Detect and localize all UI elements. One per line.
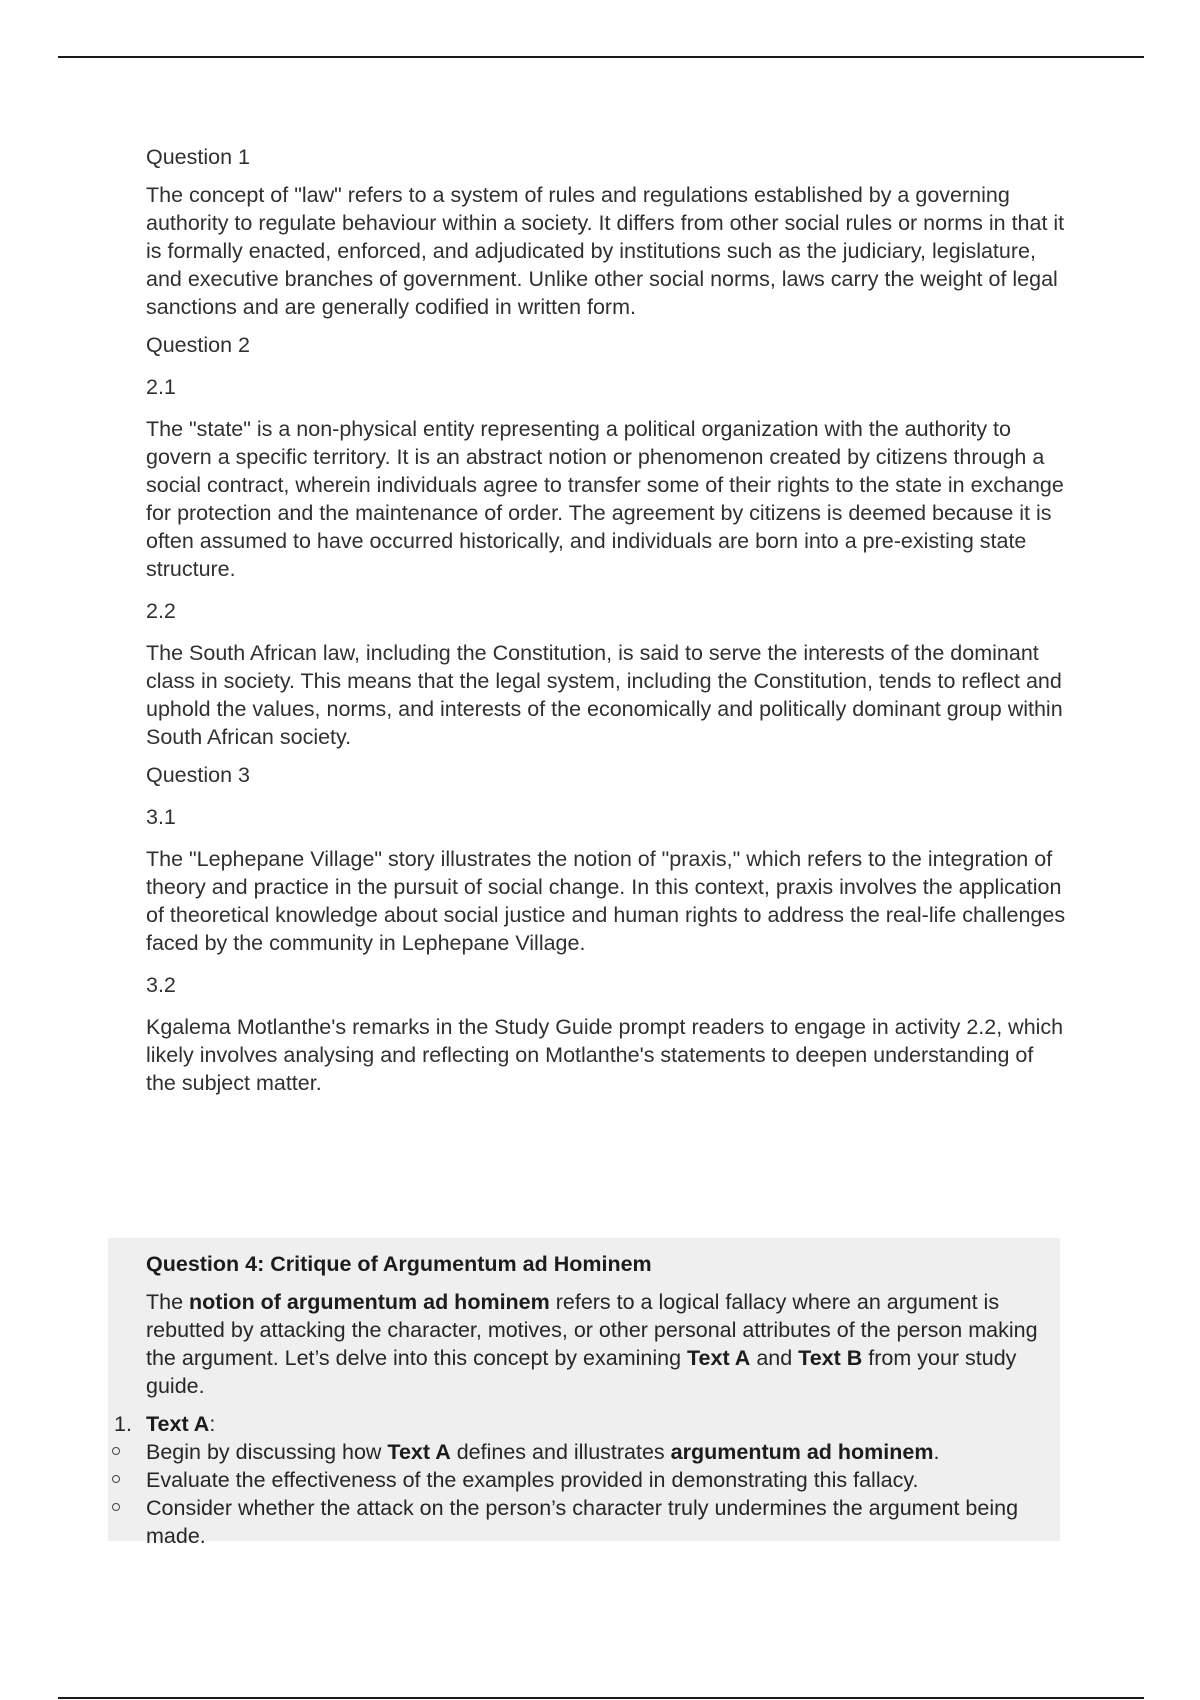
bullet-circle-icon bbox=[112, 1447, 120, 1455]
question-4-title: Question 4: Critique of Argumentum ad Hominem bbox=[146, 1252, 652, 1276]
list-item: Consider whether the attack on the person’s character truly undermines the argument being made. bbox=[146, 1494, 1051, 1550]
list-number: 1. bbox=[114, 1412, 132, 1436]
question-3-heading: Question 3 bbox=[146, 763, 250, 787]
numbered-item-text-a: 1. Text A: bbox=[114, 1412, 216, 1436]
section-2-2-text: The South African law, including the Constitution, is said to serve the interests of the dominant class in society. This means that the legal system, including the Constitution, tends to reflect and uphold the values, norms, and interests of the economically and politically dominant group within South African society. bbox=[146, 641, 1063, 749]
bullet-circle-icon bbox=[112, 1503, 120, 1511]
header-rule bbox=[58, 56, 1144, 58]
question-4-block bbox=[108, 1238, 1060, 1548]
list-label: Text A bbox=[146, 1412, 210, 1436]
footer-rule bbox=[58, 1697, 1144, 1699]
section-3-2-label: 3.2 bbox=[146, 973, 176, 997]
question-1-heading: Question 1 bbox=[146, 145, 250, 169]
section-2-1-text: The "state" is a non-physical entity representing a political organization with the authority to govern a specific territory. It is an abstract notion or phenomenon created by citizens through a social contract, wherein individuals agree to transfer some of their rights to the state in exchange for protection and the maintenance of order. The agreement by citizens is deemed because it is often assumed to have occurred historically, and individuals are born into a pre-existing state structure. bbox=[146, 417, 1064, 581]
section-2-1-label: 2.1 bbox=[146, 375, 176, 399]
section-2-2-label: 2.2 bbox=[146, 599, 176, 623]
bullet-circle-icon bbox=[112, 1475, 120, 1483]
section-3-1-label: 3.1 bbox=[146, 805, 176, 829]
section-3-1-text: The "Lephepane Village" story illustrates the notion of "praxis," which refers to the integration of theory and practice in the pursuit of social change. In this context, praxis involves the application of theoretical knowledge about social justice and human rights to address the real-life challenges faced by the community in Lephepane Village. bbox=[146, 847, 1066, 955]
section-3-2-text: Kgalema Motlanthe's remarks in the Study Guide prompt readers to engage in activity 2.2, which likely involves analysing and reflecting on Motlanthe's statements to deepen understanding of the subject matter. bbox=[146, 1015, 1064, 1095]
document-body bbox=[146, 143, 1066, 1107]
question-1-text: The concept of "law" refers to a system of rules and regulations established by a governing authority to regulate behaviour within a society. It differs from other social rules or norms in that it is formally enacted, enforced, and adjudicated by institutions such as the judiciary, legislature, and executive branches of government. Unlike other social norms, laws carry the weight of legal sanctions and are generally codified in written form. bbox=[146, 183, 1065, 319]
list-item: Evaluate the effectiveness of the examples provided in demonstrating this fallacy. bbox=[146, 1466, 1051, 1494]
sub-bullet-list bbox=[146, 1438, 1051, 1550]
question-2-heading: Question 2 bbox=[146, 333, 250, 357]
question-4-intro: The notion of argumentum ad hominem refers to a logical fallacy where an argument is rebutted by attacking the character, motives, or other personal attributes of the person making the argument. Let’s delve into this concept by examining Text A and Text B from your study guide. bbox=[146, 1290, 1038, 1398]
list-item: Begin by discussing how Text A defines and illustrates argumentum ad hominem. bbox=[146, 1438, 1051, 1466]
